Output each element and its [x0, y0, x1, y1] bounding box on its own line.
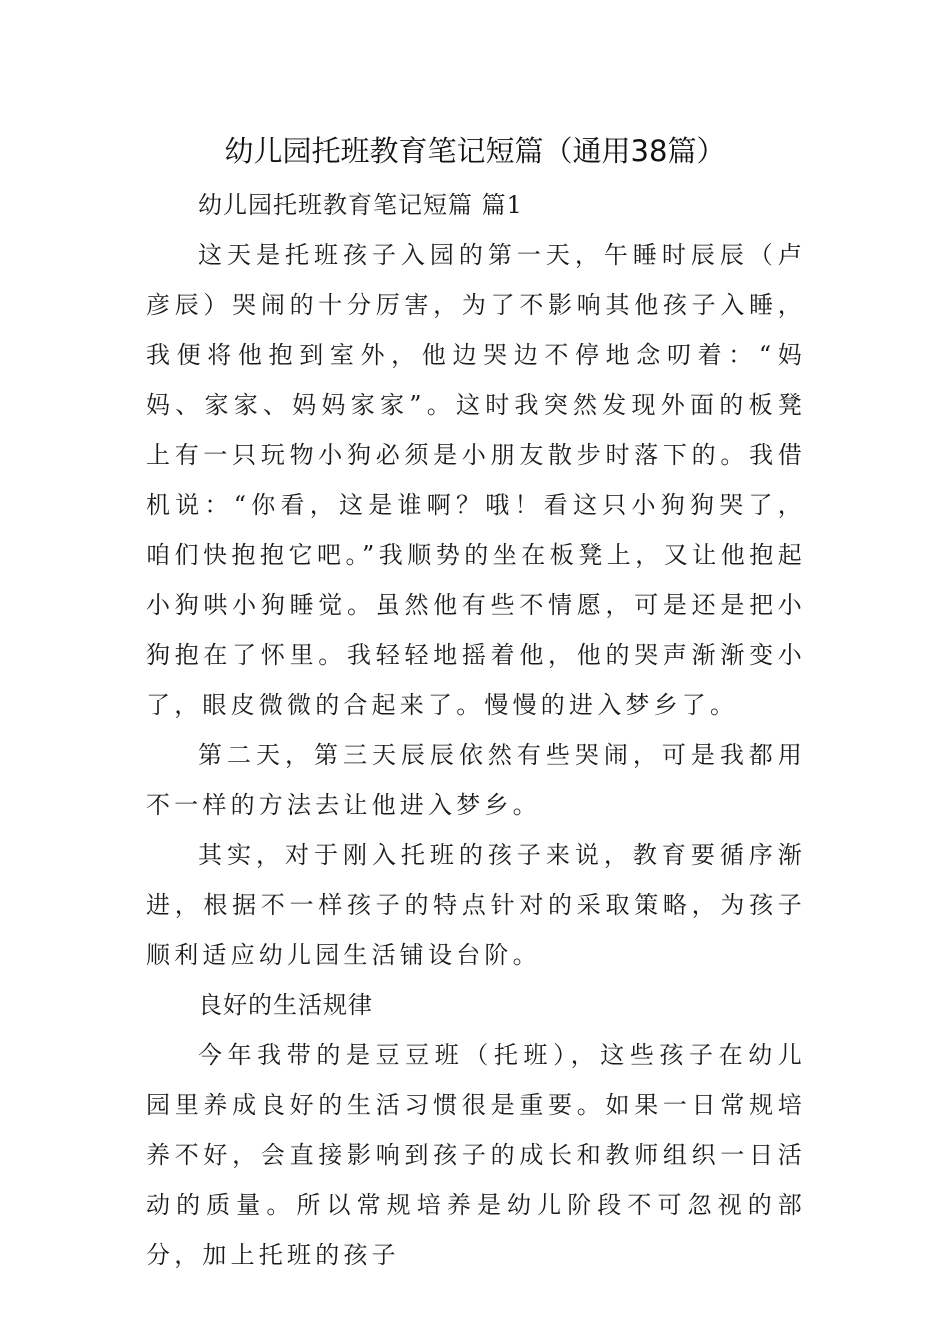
- paragraph: 第二天，第三天辰辰依然有些哭闹，可是我都用不一样的方法去让他进入梦乡。: [146, 741, 806, 819]
- paragraph: 这天是托班孩子入园的第一天，午睡时辰辰（卢彦辰）哭闹的十分厉害，为了不影响其他孩子入睡，我便将他抱到室外，他边哭边不停地念叨着：“妈妈、家家、妈妈家家”。这时我突然发现外面的板凳上有一只玩物小狗必须是小朋友散步时落下的。我借机说：“你看，这是谁啊？哦！看这只小狗狗哭了，咱们快抱抱它吧。”我顺势的坐在板凳上，又让他抱起小狗哄小狗睡觉。虽然他有些不情愿，可是还是把小狗抱在了怀里。我轻轻地摇着他，他的哭声渐渐变小了，眼皮微微的合起来了。慢慢的进入梦乡了。: [146, 241, 806, 719]
- paragraph: 其实，对于刚入托班的孩子来说，教育要循序渐进，根据不一样孩子的特点针对的采取策略，为孩子顺利适应幼儿园生活铺设台阶。: [146, 841, 806, 969]
- document-title: 幼儿园托班教育笔记短篇（通用38篇）: [224, 134, 726, 168]
- document-body: [146, 180, 806, 1280]
- section-heading: 良好的生活规律: [198, 991, 373, 1019]
- section-heading: 幼儿园托班教育笔记短篇 篇1: [198, 191, 523, 219]
- paragraph: 今年我带的是豆豆班（托班），这些孩子在幼儿园里养成良好的生活习惯很是重要。如果一日常规培养不好，会直接影响到孩子的成长和教师组织一日活动的质量。所以常规培养是幼儿阶段不可忽视的部分，加上托班的孩子: [146, 1041, 806, 1269]
